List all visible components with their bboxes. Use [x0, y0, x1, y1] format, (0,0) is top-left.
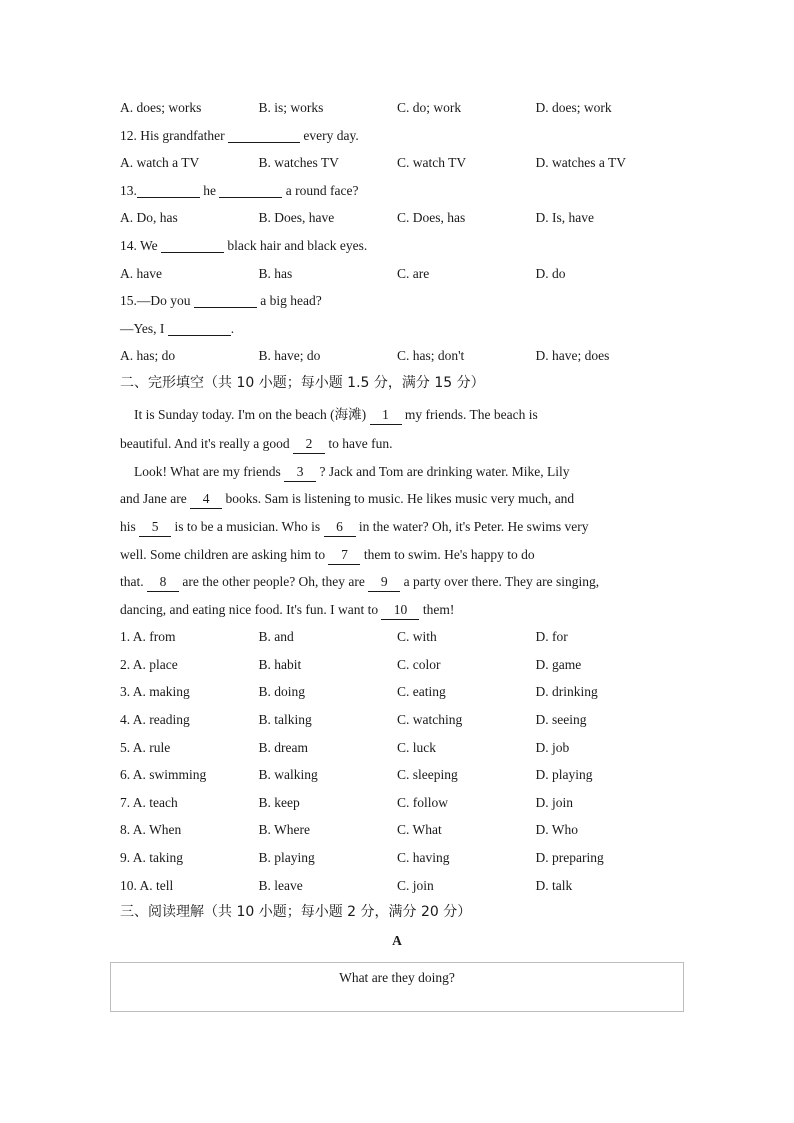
q12-text-post: every day. [299, 127, 359, 143]
passage-line-6 [120, 541, 690, 569]
q11-option-b: B. is; works [258, 100, 324, 115]
cloze-options-row [120, 872, 690, 900]
passage-text: that. [120, 574, 147, 590]
cloze-options-row [120, 789, 690, 817]
cloze-blank-6[interactable]: 6 [324, 518, 356, 537]
q12-text-pre: 12. His grandfather [120, 127, 228, 143]
q14-option-a: A. have [120, 265, 162, 281]
cloze-10-option-a: 10. A. tell [120, 877, 174, 893]
cloze-passage [120, 401, 690, 624]
passage-text: in the water? Oh, it's Peter. He swims very [355, 518, 589, 534]
cloze-8-option-b: B. Where [258, 822, 310, 838]
cloze-options-row [120, 706, 690, 734]
q15-option-d: D. have; does [535, 348, 610, 364]
q15-option-b: B. have; do [258, 348, 321, 364]
q15-option-a: A. has; do [120, 348, 176, 364]
passage-text: dancing, and eating nice food. It's fun. I want to [120, 601, 382, 617]
passage-line-8 [120, 596, 690, 624]
cloze-6-option-d: D. playing [535, 767, 593, 783]
cloze-7-option-a: 7. A. teach [120, 794, 178, 810]
cloze-1-option-b: B. and [258, 629, 294, 645]
cloze-8-option-d: D. Who [535, 822, 578, 838]
q11-option-d: D. does; work [535, 100, 612, 115]
cloze-4-option-b: B. talking [258, 712, 312, 728]
q13-options [120, 204, 690, 232]
q15-line2-pre: —Yes, I [120, 320, 168, 336]
q12-option-b: B. watches TV [258, 155, 339, 171]
q14-options [120, 260, 690, 288]
q12-option-a: A. watch a TV [120, 155, 200, 171]
cloze-5-option-c: C. luck [397, 739, 436, 755]
q11-options [120, 94, 690, 122]
cloze-10-option-d: D. talk [535, 877, 573, 893]
cloze-4-option-c: C. watching [397, 712, 463, 728]
q14-option-b: B. has [258, 265, 293, 281]
q15-question-line1 [120, 287, 690, 315]
q15-blank-1[interactable] [194, 291, 257, 308]
q12-option-d: D. watches a TV [535, 155, 626, 171]
cloze-8-option-a: 8. A. When [120, 822, 182, 838]
cloze-4-option-a: 4. A. reading [120, 712, 190, 728]
passage-text: his [120, 518, 140, 534]
cloze-4-option-d: D. seeing [535, 712, 587, 728]
q13-blank-2[interactable] [219, 181, 282, 198]
cloze-options-row [120, 816, 690, 844]
cloze-5-option-a: 5. A. rule [120, 739, 171, 755]
cloze-10-option-b: B. leave [258, 877, 303, 893]
q13-option-d: D. Is, have [535, 210, 594, 226]
cloze-1-option-a: 1. A. from [120, 629, 176, 645]
q15-options [120, 342, 690, 370]
q13-option-c: C. Does, has [397, 210, 466, 226]
cloze-7-option-c: C. follow [397, 794, 449, 810]
cloze-options-row [120, 623, 690, 651]
cloze-options-row [120, 761, 690, 789]
cloze-3-option-a: 3. A. making [120, 684, 190, 700]
q14-text-post: black hair and black eyes. [224, 237, 368, 253]
passage-text: them to swim. He's happy to do [360, 546, 535, 562]
passage-text: my friends. The beach is [401, 406, 538, 422]
cloze-3-option-d: D. drinking [535, 684, 598, 700]
cloze-blank-10[interactable]: 10 [381, 601, 419, 620]
passage-text: books. Sam is listening to music. He likes music very much, and [222, 491, 575, 507]
cloze-6-option-a: 6. A. swimming [120, 767, 207, 783]
passage-line-1 [120, 401, 690, 429]
passage-text: Look! What are my friends [134, 463, 285, 479]
reading-section-label: A [392, 932, 402, 948]
cloze-7-option-d: D. join [535, 794, 574, 810]
cloze-3-option-b: B. doing [258, 684, 306, 700]
passage-text: ? Jack and Tom are drinking water. Mike, Lily [316, 463, 570, 479]
cloze-blank-4[interactable]: 4 [190, 490, 222, 509]
q15-option-c: C. has; don't [397, 348, 465, 364]
section2-heading: 二、完形填空（共 10 小题；每小题 1.5 分，满分 15 分） [120, 374, 485, 391]
q12-question [120, 122, 690, 150]
q13-text-pre: 13. [120, 182, 137, 198]
cloze-options-row [120, 678, 690, 706]
q14-option-c: C. are [397, 265, 430, 281]
q14-question [120, 232, 690, 260]
cloze-8-option-c: C. What [397, 822, 442, 838]
cloze-options-row [120, 844, 690, 872]
cloze-5-option-d: D. job [535, 739, 570, 755]
passage-text: are the other people? Oh, they are [179, 574, 369, 590]
passage-text: them! [419, 601, 455, 617]
passage-line-4 [120, 485, 690, 513]
passage-text: to have fun. [325, 436, 393, 452]
cloze-options-row [120, 651, 690, 679]
cloze-1-option-c: C. with [397, 629, 437, 645]
cloze-blank-7[interactable]: 7 [328, 546, 360, 565]
cloze-blank-8[interactable]: 8 [147, 573, 179, 592]
cloze-9-option-b: B. playing [258, 850, 315, 866]
cloze-blank-2[interactable]: 2 [293, 435, 325, 454]
passage-text: well. Some children are asking him to [120, 546, 329, 562]
passage-text: is to be a musician. Who is [171, 518, 324, 534]
q12-blank[interactable] [228, 126, 300, 143]
q14-blank[interactable] [161, 236, 224, 253]
passage-text: beautiful. And it's really a good [120, 436, 294, 452]
q13-question [120, 177, 690, 205]
worksheet-page [120, 94, 690, 954]
cloze-options-row [120, 734, 690, 762]
section3-heading: 三、阅读理解（共 10 小题；每小题 2 分，满分 20 分） [120, 904, 472, 921]
cloze-2-option-a: 2. A. place [120, 656, 178, 672]
passage-line-2 [120, 430, 690, 458]
cloze-blank-5[interactable]: 5 [139, 518, 171, 537]
q14-text-pre: 14. We [120, 237, 162, 253]
cloze-2-option-b: B. habit [258, 656, 302, 672]
passage-line-7 [120, 568, 690, 596]
q14-option-d: D. do [535, 265, 566, 281]
passage-line-3 [120, 458, 690, 486]
cloze-5-option-b: B. dream [258, 739, 308, 755]
cloze-options [120, 623, 690, 899]
q15-line2-post: . [230, 320, 235, 336]
q12-options [120, 149, 690, 177]
reading-box-title: What are they doing? [339, 970, 455, 985]
cloze-2-option-c: C. color [397, 656, 441, 672]
q15-blank-2[interactable] [168, 319, 231, 336]
cloze-blank-9[interactable]: 9 [368, 573, 400, 592]
passage-line-5 [120, 513, 690, 541]
cloze-blank-3[interactable]: 3 [284, 463, 316, 482]
q15-line1-pre: 15.—Do you [120, 293, 194, 309]
passage-text: and Jane are [120, 491, 191, 507]
q11-option-c: C. do; work [397, 100, 462, 115]
passage-text: It is Sunday today. I'm on the beach (海滩) [134, 406, 370, 422]
cloze-2-option-d: D. game [535, 656, 582, 672]
q13-blank-1[interactable] [137, 181, 200, 198]
q12-option-c: C. watch TV [397, 155, 467, 171]
q13-option-b: B. Does, have [258, 210, 335, 226]
cloze-blank-1[interactable]: 1 [370, 406, 402, 425]
q13-option-a: A. Do, has [120, 210, 178, 226]
cloze-9-option-a: 9. A. taking [120, 850, 183, 866]
cloze-9-option-d: D. preparing [535, 850, 604, 866]
q13-text-mid: he [199, 182, 220, 198]
reading-passage-box [110, 962, 684, 1012]
cloze-3-option-c: C. eating [397, 684, 446, 700]
cloze-6-option-c: C. sleeping [397, 767, 458, 783]
q15-line1-post: a big head? [256, 293, 322, 309]
q11-option-a: A. does; works [120, 100, 202, 115]
cloze-10-option-c: C. join [397, 877, 434, 893]
passage-text: a party over there. They are singing, [400, 574, 600, 590]
q13-text-post: a round face? [282, 182, 359, 198]
cloze-6-option-b: B. walking [258, 767, 318, 783]
q15-question-line2 [120, 315, 690, 343]
cloze-1-option-d: D. for [535, 629, 568, 645]
cloze-7-option-b: B. keep [258, 794, 300, 810]
cloze-9-option-c: C. having [397, 850, 450, 866]
